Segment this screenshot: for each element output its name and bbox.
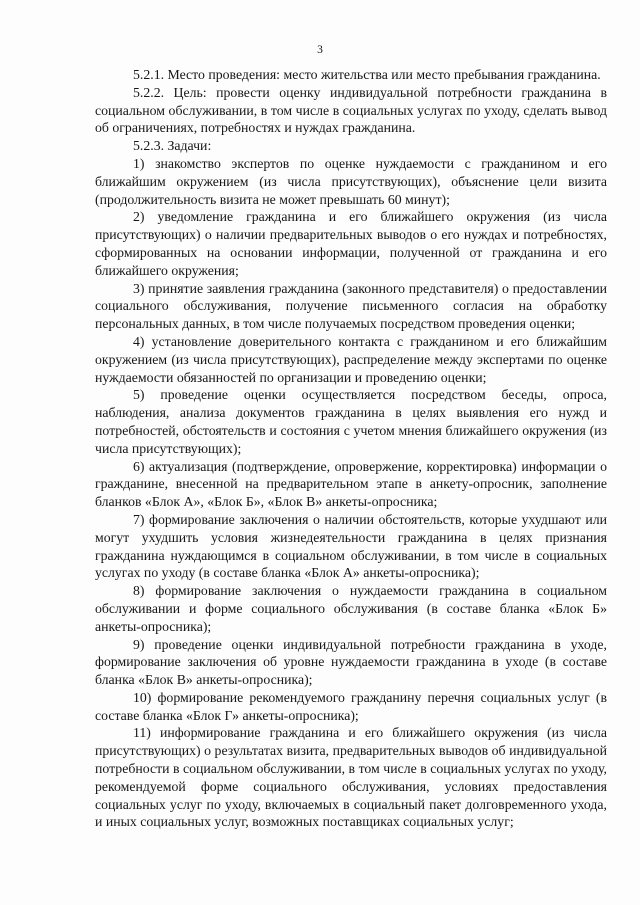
task-item-9: 9) проведение оценки индивидуальной потребности гражданина в уходе, формирование заключения об уровне нуждаемости гражданина в уходе (в составе бланка «Блок В» анкеты-опросника); xyxy=(95,636,607,688)
page-number: 3 xyxy=(317,44,323,56)
paragraph-5-2-1: 5.2.1. Место проведения: место жительства или место пребывания гражданина. xyxy=(133,67,601,82)
task-item-3: 3) принятие заявления гражданина (законного представителя) о предоставлении социального обслуживания, получение письменного согласия на обработку персональных данных, в том числе получаемых посредством проведения оценки; xyxy=(95,280,607,332)
task-item-4: 4) установление доверительного контакта с гражданином и его ближайшим окружением (из числа присутствующих), распределение между экспертами по оценке нуждаемости обязанностей по организации и проведению оценки; xyxy=(95,333,607,385)
task-item-6: 6) актуализация (подтверждение, опровержение, корректировка) информации о гражданине, внесенной на предварительном этапе в анкету-опросник, заполнение бланков «Блок А», «Блок Б», «Блок В» анкеты-опросника; xyxy=(95,458,607,510)
paragraph-5-2-2: 5.2.2. Цель: провести оценку индивидуальной потребности гражданина в социальном обслуживании, в том числе в социальных услугах по уходу, сделать вывод об ограничениях, потребностях и нуждах гражданина. xyxy=(95,84,607,136)
document-body xyxy=(95,66,607,831)
paragraph-5-2-3: 5.2.3. Задачи: xyxy=(133,138,212,154)
task-item-5: 5) проведение оценки осуществляется посредством беседы, опроса, наблюдения, анализа документов гражданина в целях выявления его нужд и потребностей, обстоятельств и состояния с учетом мнения ближайшего окружения (из числа присутствующих); xyxy=(95,387,607,456)
task-item-11: 11) информирование гражданина и его ближайшего окружения (из числа присутствующих) о результатах визита, предварительных выводов об индивидуальной потребности в социальном обслуживании, в том числе в социальных услугах по уходу, рекомендуемой форме социального обслуживания, условиях предоставления социальных услуг по уходу, включаемых в социальный пакет долговременного ухода, и иных социальных услуг, возможных поставщиках социальных услуг; xyxy=(95,725,607,830)
task-item-8: 8) формирование заключения о нуждаемости гражданина в социальном обслуживании и форме социального обслуживания (в составе бланка «Блок Б» анкеты-опросника); xyxy=(95,583,607,634)
task-item-7: 7) формирование заключения о наличии обстоятельств, которые ухудшают или могут ухудшить условия жизнедеятельности гражданина в целях признания гражданина нуждающимся в социальном обслуживании, в том числе в социальных услугах по уходу (в составе бланка «Блок А» анкеты-опросника); xyxy=(95,511,607,581)
task-item-1: 1) знакомство экспертов по оценке нуждаемости с гражданином и его ближайшим окружением (из числа присутствующих), объяснение цели визита (продолжительность визита не может превышать 60 минут); xyxy=(95,155,607,207)
task-item-2: 2) уведомление гражданина и его ближайшего окружения (из числа присутствующих) о наличии предварительных выводов о его нуждах и потребностях, сформированных на основании информации, полученной от гражданина и его ближайшего окружения; xyxy=(95,209,607,278)
task-item-10: 10) формирование рекомендуемого гражданину перечня социальных услуг (в составе бланка «Блок Г» анкеты-опросника); xyxy=(95,689,607,723)
